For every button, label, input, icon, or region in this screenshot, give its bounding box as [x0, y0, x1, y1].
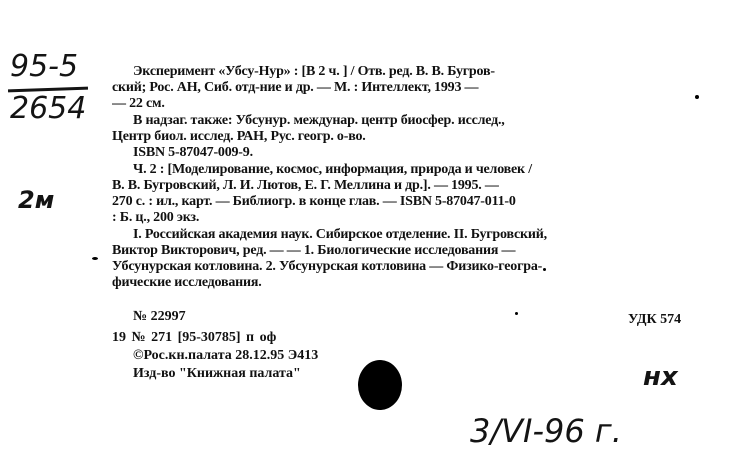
card-number: № 22997 [133, 309, 186, 324]
entry-line-5: Центр биол. исслед. РАН, Рус. геогр. о-во. [112, 129, 366, 144]
publisher-line: Изд-во "Книжная палата" [133, 366, 301, 381]
handwritten-shelfmark-top: 95-5 [10, 49, 79, 84]
entry-line-9: 270 с. : ил., карт. — Библиогр. в конце глав. — ISBN 5-87047-011-0 [112, 194, 516, 209]
handwritten-date-note: 3/VI-96 г. [470, 412, 622, 450]
entry-line-2: ский; Рос. АН, Сиб. отд-ние и др. — М. : Интеллект, 1993 — [112, 80, 479, 95]
ink-speck [543, 268, 546, 271]
ink-blot [358, 360, 402, 410]
entry-line-11: I. Российская академия наук. Сибирское отделение. II. Бугровский, [133, 227, 547, 242]
handwritten-shelfmark-bottom: 2654 [10, 91, 87, 126]
ink-speck [515, 312, 518, 315]
handwritten-margin-note: 2м [18, 186, 55, 214]
copyright-line: ©Рос.кн.палата 28.12.95 Э413 [133, 348, 319, 363]
order-line: 19 № 271 [95-30785] п оф [112, 330, 277, 345]
handwritten-right-note: нх [643, 362, 678, 392]
ink-speck [695, 95, 699, 99]
entry-line-8: В. В. Бугровский, Л. И. Лютов, Е. Г. Меллина и др.]. — 1995. — [112, 178, 499, 193]
entry-line-12: Виктор Викторович, ред. — — 1. Биологические исследования — [112, 243, 516, 258]
entry-line-10: : Б. ц., 200 экз. [112, 210, 200, 225]
udk-code: УДК 574 [628, 312, 682, 327]
entry-line-6: ISBN 5-87047-009-9. [133, 145, 253, 160]
ink-speck [92, 257, 98, 260]
entry-line-1: Эксперимент «Убсу-Нур» : [В 2 ч. ] / Отв. ред. В. В. Бугров- [133, 64, 495, 79]
entry-line-4: В надзаг. также: Убсунур. междунар. центр биосфер. исслед., [133, 113, 505, 128]
entry-line-3: — 22 см. [112, 96, 165, 111]
entry-line-7: Ч. 2 : [Моделирование, космос, информация, природа и человек / [133, 162, 532, 177]
entry-line-14: фические исследования. [112, 275, 262, 290]
entry-line-13: Убсунурская котловина. 2. Убсунурская котловина — Физико-геогра- [112, 259, 543, 274]
